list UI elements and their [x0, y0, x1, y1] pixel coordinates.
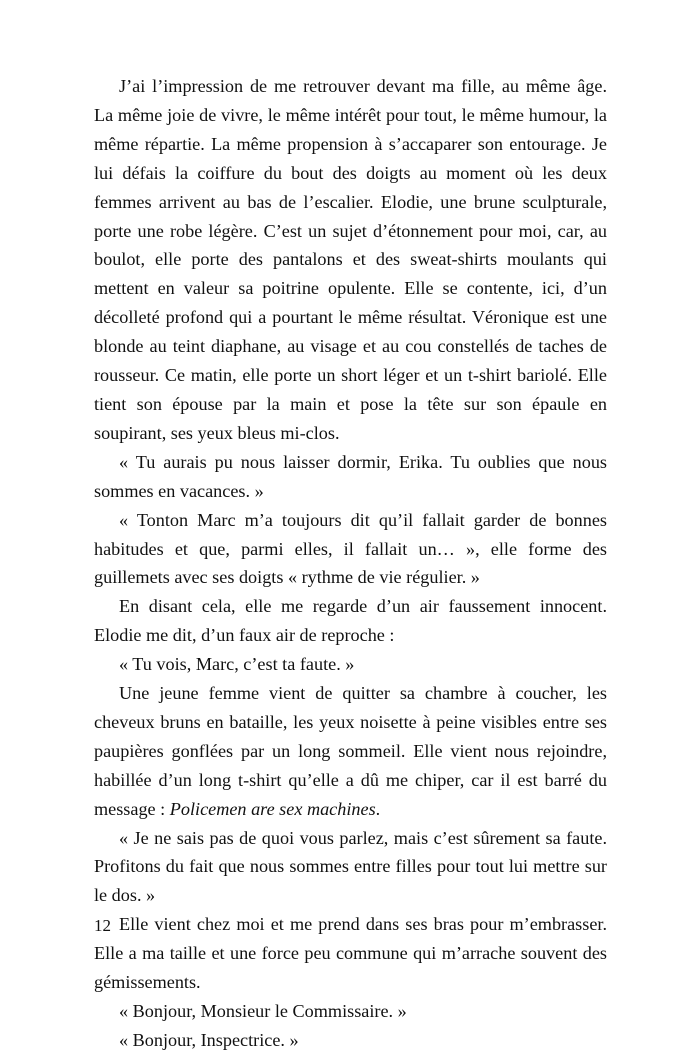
- paragraph-text: Une jeune femme vient de quitter sa chambre à coucher, les cheveux bruns en bataille, les yeux noisette à peine visibles entre ses paupières gonflées par un long sommeil. Elle vient nous rejoindre, habillée d’un long t-shirt qu’elle a dû me chiper, car il est barré du message :: [94, 683, 607, 819]
- paragraph: Elle vient chez moi et me prend dans ses bras pour m’embrasser. Elle a ma taille et une force peu commune qui m’arrache souvent des gémissements.: [94, 914, 607, 993]
- message-punctuation: .: [375, 798, 381, 819]
- tshirt-message: Policemen are sex machines: [169, 798, 376, 819]
- paragraph: « Tonton Marc m’a toujours dit qu’il fallait garder de bonnes habitudes et que, parmi elles, il fallait un… », elle forme des guillemets avec ses doigts « rythme de vie régulier. »: [94, 509, 607, 588]
- paragraph: « Bonjour, Inspectrice. »: [119, 1029, 299, 1050]
- page-number: 12: [94, 916, 111, 935]
- paragraph: J’ai l’impression de me retrouver devant ma fille, au même âge. La même joie de vivre, le même intérêt pour tout, le même humour, la même répartie. La même propension à s’accaparer son entourage. Je lui défais la coiffure du bout des doigts au moment où les deux femmes arrivent au bas de l’escalier. Elodie, une brune sculpturale, porte une robe légère. C’est un sujet d’étonnement pour moi, car, au boulot, elle porte des pantalons et des sweat-shirts moulants qui mettent en valeur sa poitrine opulente. Elle se contente, ici, d’un décolleté profond qui a pourtant le même résultat. Véronique est une blonde au teint diaphane, au visage et au cou constellés de taches de rousseur. Ce matin, elle porte un short léger et un t-shirt bariolé. Elle tient son épouse par la main et pose la tête sur son épaule en soupirant, ses yeux bleus mi-clos.: [94, 76, 607, 443]
- paragraph-with-message: [94, 679, 607, 824]
- paragraph: En disant cela, elle me regarde d’un air faussement innocent. Elodie me dit, d’un faux air de reproche :: [94, 596, 607, 646]
- paragraph: « Tu aurais pu nous laisser dormir, Erika. Tu oublies que nous sommes en vacances. »: [94, 451, 607, 501]
- paragraph: « Tu vois, Marc, c’est ta faute. »: [119, 654, 355, 675]
- paragraph: « Je ne sais pas de quoi vous parlez, mais c’est sûrement sa faute. Profitons du fait que nous sommes entre filles pour tout lui mettre sur le dos. »: [94, 827, 607, 906]
- paragraph: « Bonjour, Monsieur le Commissaire. »: [119, 1001, 407, 1021]
- body-text: [94, 72, 607, 1055]
